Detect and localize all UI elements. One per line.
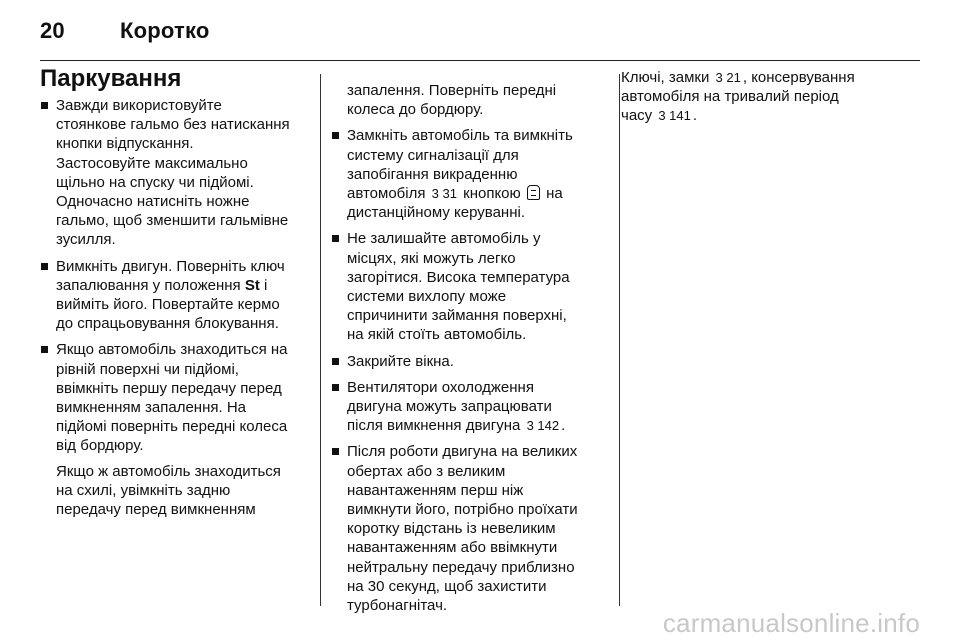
- item-text: [56, 257, 306, 334]
- text-line: Не залишайте автомобіль у: [347, 230, 541, 248]
- list-item: [40, 257, 306, 334]
- text-line: Застосовуйте максимально: [56, 154, 248, 172]
- text-line: після вимкнення двигуна: [347, 417, 525, 435]
- text-line: запобігання викраденню: [347, 165, 518, 183]
- text-line: Ключі, замки: [621, 69, 714, 86]
- text-line: місцях, які можуть легко: [347, 249, 516, 267]
- text-line: вимкнути його, потрібно проїхати: [347, 501, 578, 519]
- item-text: [347, 126, 609, 222]
- item-subparagraph: [56, 462, 306, 520]
- text-line: зусилля.: [56, 231, 116, 249]
- list-item: [40, 340, 306, 519]
- item-text: [347, 442, 609, 615]
- remote-lock-button-icon: [527, 185, 540, 200]
- text-line: Після роботи двигуна на великих: [347, 443, 578, 461]
- list-item: [40, 96, 306, 250]
- square-bullet-icon: [332, 384, 339, 391]
- column-1: [40, 66, 306, 526]
- text-line: гальмо, щоб зменшити гальмівне: [56, 212, 289, 230]
- text-line: автомобіля: [347, 185, 430, 203]
- item-text: [347, 229, 609, 344]
- text-line: від бордюру.: [56, 437, 144, 455]
- text-line: Якщо автомобіль знаходиться на: [56, 341, 288, 359]
- page-reference-link[interactable]: 3 141: [658, 108, 691, 124]
- text-line: Вимкніть двигун. Поверніть ключ: [56, 257, 285, 275]
- text-line: кнопкою: [458, 185, 525, 203]
- page-reference-link[interactable]: 3 142: [526, 418, 560, 434]
- reference-paragraph: [621, 68, 901, 126]
- list-item: [331, 352, 609, 371]
- text-line: Одночасно натисніть ножне: [56, 193, 250, 211]
- item-text: [347, 378, 609, 436]
- text-line: Вентилятори охолодження: [347, 378, 534, 396]
- continued-text: [331, 81, 609, 119]
- text-line: стоянкове гальмо без натискання: [56, 116, 290, 134]
- page-reference-link[interactable]: 3 31: [431, 186, 457, 202]
- page-title: Коротко: [120, 18, 210, 43]
- text-line: і: [259, 276, 268, 294]
- square-bullet-icon: [332, 448, 339, 455]
- text-line: запалення. Поверніть передні: [347, 82, 557, 99]
- text-line: загорітися. Висока температура: [347, 268, 570, 286]
- column-divider-1: [320, 74, 321, 606]
- text-line: нейтральну передачу приблизно: [347, 558, 575, 576]
- text-line: Завжди використовуйте: [56, 97, 222, 114]
- text-line: обертах або з великим: [347, 462, 506, 480]
- list-item: [331, 442, 609, 615]
- section-title: Паркування: [40, 65, 182, 92]
- text-line: підйомі поверніть передні колеса: [56, 418, 288, 436]
- text-line: щільно на спуску чи підйомі.: [56, 173, 254, 191]
- text-line: часу: [621, 107, 657, 125]
- text-line: .: [561, 417, 566, 435]
- text-line: .: [692, 107, 698, 125]
- text-line: дистанційному керуванні.: [347, 204, 525, 222]
- text-line: на якій стоїть автомобіль.: [347, 326, 527, 344]
- text-line: , консервування: [742, 69, 855, 86]
- item-text: [347, 352, 609, 371]
- item-text: [56, 340, 306, 455]
- text-line: навантаженням або ввімкнути: [347, 539, 558, 557]
- item-text: [56, 96, 306, 250]
- text-line: передачу перед вимкненням: [56, 501, 256, 519]
- text-line: колеса до бордюру.: [347, 101, 484, 119]
- text-line: систему сигналізації для: [347, 146, 519, 164]
- text-line: спричинити займання поверхні,: [347, 307, 567, 325]
- text-line: Замкніть автомобіль та вимкніть: [347, 127, 573, 145]
- text-line: ввімкніть першу передачу перед: [56, 379, 282, 397]
- text-line: автомобіля на тривалий період: [621, 88, 839, 106]
- square-bullet-icon: [41, 346, 48, 353]
- text-line: Закрийте вікна.: [347, 352, 454, 370]
- text-line: Якщо ж автомобіль знаходиться: [56, 462, 281, 480]
- watermark: carmanualsonline.info: [662, 608, 920, 638]
- text-line: на схилі, увімкніть задню: [56, 481, 231, 499]
- square-bullet-icon: [332, 235, 339, 242]
- text-line: запалювання у положення: [56, 276, 245, 294]
- list-item: [331, 378, 609, 436]
- column-3: [621, 66, 901, 141]
- list-item: [331, 126, 609, 222]
- text-line: рівній поверхні чи підйомі,: [56, 360, 239, 378]
- page-number: 20: [40, 18, 65, 43]
- text-line: коротку відстань із невеликим: [347, 520, 556, 538]
- text-line: на 30 секунд, щоб захистити: [347, 577, 547, 595]
- text-line: турбонагнітач.: [347, 597, 448, 615]
- text-line: на: [541, 185, 563, 203]
- header-rule: [40, 60, 920, 61]
- text-line: навантаженням перш ніж: [347, 481, 524, 499]
- text-line: до спрацьовування блокування.: [56, 315, 279, 333]
- text-line: двигуна можуть запрацювати: [347, 398, 552, 416]
- square-bullet-icon: [41, 263, 48, 270]
- page-reference-link[interactable]: 3 21: [715, 70, 741, 85]
- text-line: кнопки відпускання.: [56, 135, 194, 153]
- square-bullet-icon: [332, 358, 339, 365]
- column-2: [331, 66, 609, 622]
- page-header: [40, 18, 210, 44]
- list-item: [331, 229, 609, 344]
- text-line: вийміть його. Повертайте кермо: [56, 296, 280, 314]
- text-line: вимкненням запалення. На: [56, 399, 246, 417]
- square-bullet-icon: [41, 102, 48, 109]
- ignition-position-label: St: [244, 276, 260, 294]
- column-divider-2: [619, 74, 620, 606]
- text-line: системи вихлопу може: [347, 288, 507, 306]
- square-bullet-icon: [332, 132, 339, 139]
